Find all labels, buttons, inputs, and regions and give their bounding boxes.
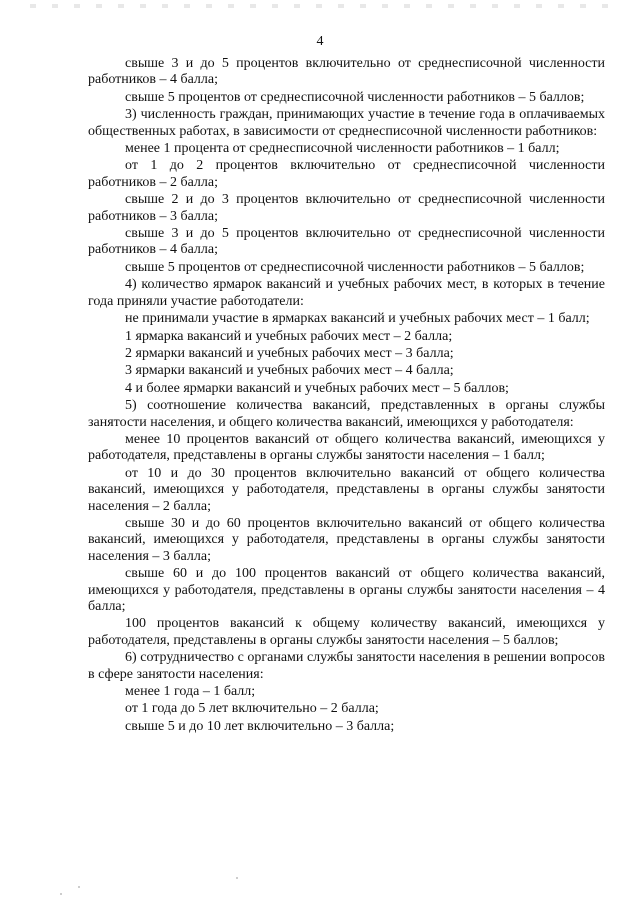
paragraph: 100 процентов вакансий к общему количеству вакансий, имеющихся у работодателя, представлены в органы службы занятости населения – 5 баллов; (88, 616, 605, 648)
paragraph: менее 1 года – 1 балл; (125, 684, 256, 700)
paragraph: от 10 и до 30 процентов включительно вакансий от общего количества вакансий, имеющихся у работодателя, представлены в органы службы занятости населения – 2 балла; (88, 465, 605, 514)
paragraph: свыше 60 и до 100 процентов вакансий от общего количества вакансий, имеющихся у работодателя, представлены в органы службы занятости населения – 4 балла; (88, 566, 605, 614)
paragraph: менее 10 процентов вакансий от общего количества вакансий, имеющихся у работодателя, представлены в органы службы занятости населения – 1 балл; (88, 431, 605, 464)
paragraph: 4 и более ярмарки вакансий и учебных рабочих мест – 5 баллов; (125, 380, 509, 396)
paragraph: свыше 3 и до 5 процентов включительно от среднесписочной численности работников – 4 балла; (88, 226, 605, 258)
scan-artifact (78, 886, 80, 888)
paragraph: 4) количество ярмарок вакансий и учебных рабочих мест, в которых в течение года приняли участие работодатели: (88, 277, 605, 309)
paragraph: не принимали участие в ярмарках вакансий и учебных рабочих мест – 1 балл; (125, 311, 590, 327)
scan-artifact (30, 4, 610, 8)
paragraph: 5) соотношение количества вакансий, представленных в органы службы занятости населения, и общего количества вакансий, имеющихся у работодателя: (88, 398, 605, 430)
paragraph: свыше 5 процентов от среднесписочной численности работников – 5 баллов; (125, 89, 585, 105)
scan-artifact (60, 893, 62, 895)
paragraph: 6) сотрудничество с органами службы занятости населения в решении вопросов в сфере занятости населения: (88, 650, 605, 682)
scan-artifact (236, 877, 238, 879)
paragraph: 2 ярмарки вакансий и учебных рабочих мест – 3 балла; (125, 345, 454, 361)
paragraph: 3) численность граждан, принимающих участие в течение года в оплачиваемых общественных работах, в зависимости от среднесписочной численности работников: (88, 107, 605, 139)
paragraph: от 1 до 2 процентов включительно от среднесписочной численности работников – 2 балла; (88, 158, 605, 190)
paragraph: от 1 года до 5 лет включительно – 2 балла; (125, 701, 379, 717)
paragraph: свыше 2 и до 3 процентов включительно от среднесписочной численности работников – 3 балла; (88, 192, 605, 224)
paragraph: свыше 30 и до 60 процентов включительно вакансий от общего количества вакансий, имеющихся у работодателя, представлены в органы службы занятости населения – 3 балла; (88, 515, 605, 564)
paragraph: свыше 3 и до 5 процентов включительно от среднесписочной численности работников – 4 балла; (88, 56, 605, 88)
document-body (88, 56, 605, 736)
paragraph: 1 ярмарка вакансий и учебных рабочих мест – 2 балла; (125, 328, 453, 344)
page-number: 4 (316, 34, 324, 49)
paragraph: свыше 5 и до 10 лет включительно – 3 балла; (125, 718, 395, 734)
paragraph: менее 1 процента от среднесписочной численности работников – 1 балл; (125, 141, 560, 157)
paragraph: свыше 5 процентов от среднесписочной численности работников – 5 баллов; (125, 259, 585, 275)
paragraph: 3 ярмарки вакансий и учебных рабочих мест – 4 балла; (125, 363, 454, 379)
